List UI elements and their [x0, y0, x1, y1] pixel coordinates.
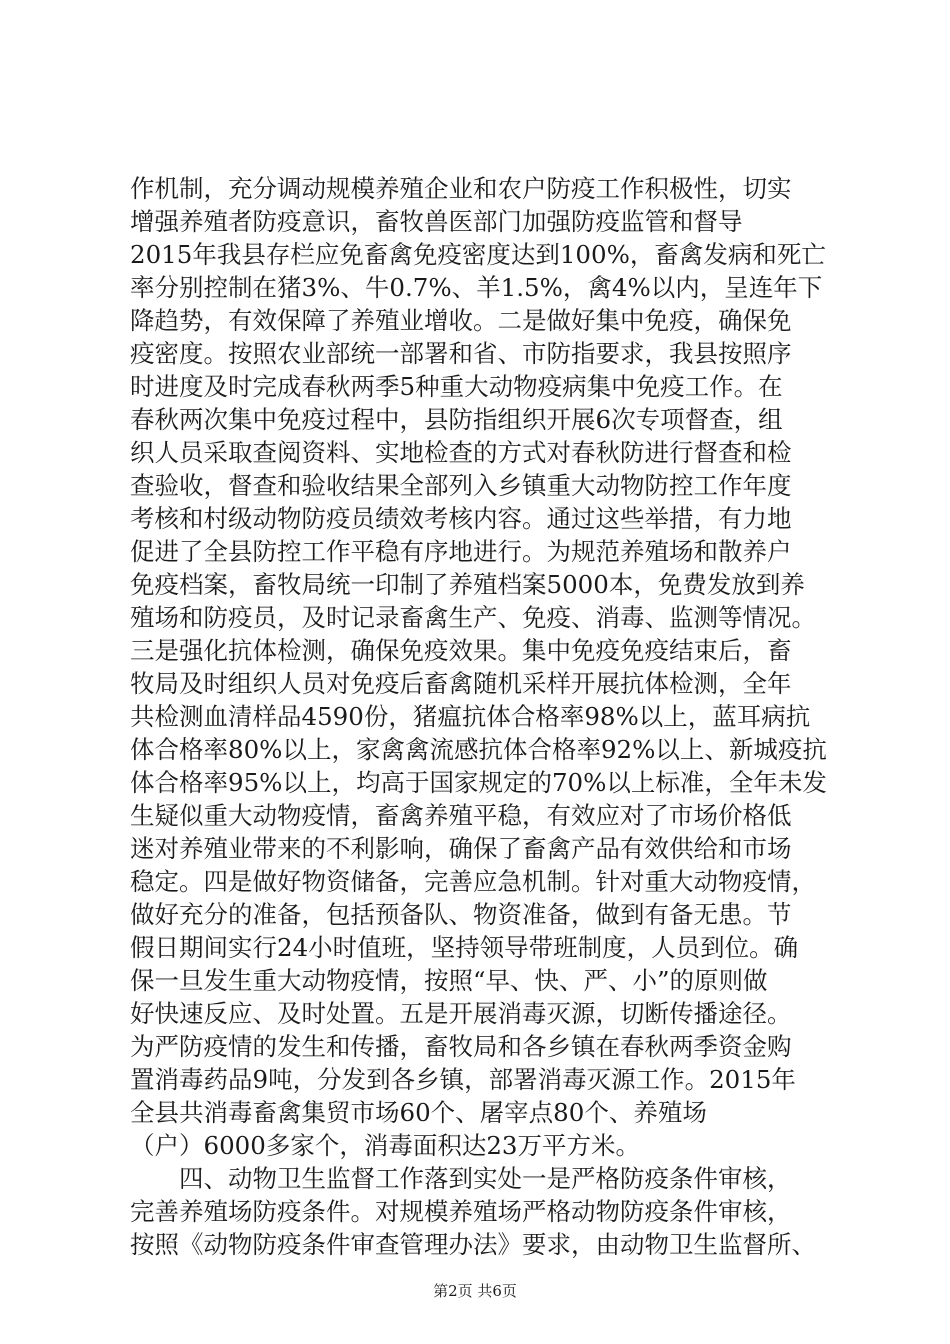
text-line: 好快速反应、及时处置。五是开展消毒灭源，切断传播途径。 — [130, 999, 792, 1028]
text-line: 作机制，充分调动规模养殖企业和农户防疫工作积极性，切实 — [130, 174, 792, 203]
text-line: 做好充分的准备，包括预备队、物资准备，做到有备无患。节 — [130, 900, 792, 929]
text-line: 查验收，督查和验收结果全部列入乡镇重大动物防控工作年度 — [130, 471, 792, 500]
text-line: 考核和村级动物防疫员绩效考核内容。通过这些举措，有力地 — [130, 504, 792, 533]
text-line: 为严防疫情的发生和传播，畜牧局和各乡镇在春秋两季资金购 — [130, 1032, 792, 1061]
text-line: 春秋两次集中免疫过程中，县防指组织开展6次专项督查，组 — [130, 405, 783, 434]
text-line: 稳定。四是做好物资储备，完善应急机制。针对重大动物疫情， — [130, 867, 816, 896]
text-line: 疫密度。按照农业部统一部署和省、市防指要求，我县按照序 — [130, 339, 792, 368]
text-line: 迷对养殖业带来的不利影响，确保了畜禽产品有效供给和市场 — [130, 834, 792, 863]
paragraph-start-line: 四、动物卫生监督工作落到实处一是严格防疫条件审核， — [179, 1164, 792, 1193]
body-text — [130, 172, 830, 1261]
text-line: 保一旦发生重大动物疫情，按照“早、快、严、小”的原则做 — [130, 966, 768, 995]
text-line: 假日期间实行24小时值班，坚持领导带班制度，人员到位。确 — [130, 933, 799, 962]
text-line: 织人员采取查阅资料、实地检查的方式对春秋防进行督查和检 — [130, 438, 792, 467]
text-line: 率分别控制在猪3%、牛0.7%、羊1.5%，禽4%以内，呈连年下 — [130, 273, 823, 302]
text-line: （户）6000多家个，消毒面积达23万平方米。 — [130, 1131, 641, 1160]
text-line: 体合格率95%以上，均高于国家规定的70%以上标准，全年未发 — [130, 768, 827, 797]
text-line: 置消毒药品9吨，分发到各乡镇，部署消毒灭源工作。2015年 — [130, 1065, 796, 1094]
text-line: 增强养殖者防疫意识，畜牧兽医部门加强防疫监管和督导 — [130, 207, 743, 236]
text-line: 殖场和防疫员，及时记录畜禽生产、免疫、消毒、监测等情况。 — [130, 603, 816, 632]
text-line: 免疫档案，畜牧局统一印制了养殖档案5000本，免费发放到养 — [130, 570, 805, 599]
text-line: 促进了全县防控工作平稳有序地进行。为规范养殖场和散养户 — [130, 537, 792, 566]
text-line: 按照《动物防疫条件审查管理办法》要求，由动物卫生监督所、 — [130, 1230, 816, 1259]
text-line: 共检测血清样品4590份，猪瘟抗体合格率98%以上，蓝耳病抗 — [130, 702, 811, 731]
text-line: 2015年我县存栏应免畜禽免疫密度达到100%，畜禽发病和死亡 — [130, 240, 826, 269]
text-line: 牧局及时组织人员对免疫后畜禽随机采样开展抗体检测，全年 — [130, 669, 792, 698]
text-line: 全县共消毒畜禽集贸市场60个、屠宰点80个、养殖场 — [130, 1098, 707, 1127]
page-footer: 第2页 共6页 — [433, 1282, 517, 1300]
text-line: 时进度及时完成春秋两季5种重大动物疫病集中免疫工作。在 — [130, 372, 783, 401]
text-line: 体合格率80%以上，家禽禽流感抗体合格率92%以上、新城疫抗 — [130, 735, 827, 764]
text-line: 三是强化抗体检测，确保免疫效果。集中免疫免疫结束后，畜 — [130, 636, 792, 665]
text-line: 生疑似重大动物疫情，畜禽养殖平稳，有效应对了市场价格低 — [130, 801, 792, 830]
text-line: 降趋势，有效保障了养殖业增收。二是做好集中免疫，确保免 — [130, 306, 792, 335]
text-line: 完善养殖场防疫条件。对规模养殖场严格动物防疫条件审核， — [130, 1197, 792, 1226]
